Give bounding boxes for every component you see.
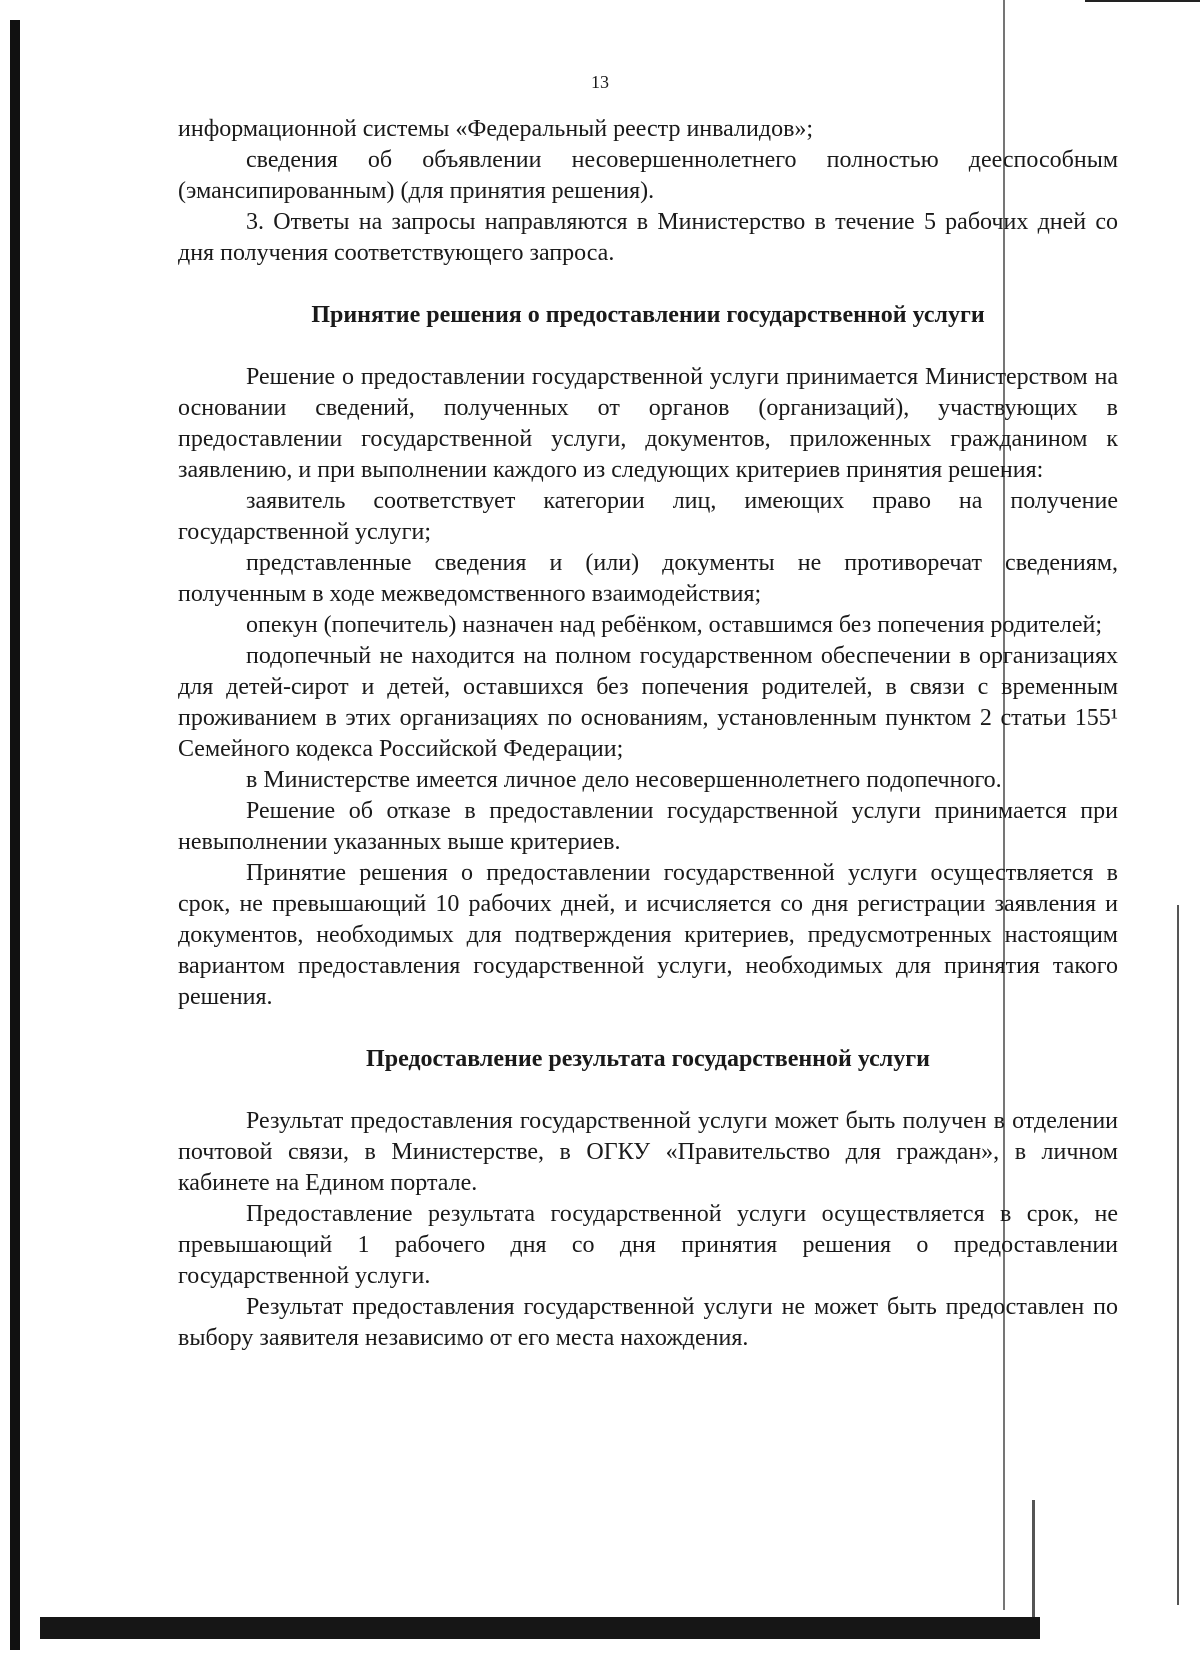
paragraph: 3. Ответы на запросы направляются в Министерство в течение 5 рабочих дней со дня получения соответствующего запроса. [178,209,1118,266]
paragraph: Результат предоставления государственной услуги не может быть предоставлен по выбору заявителя независимо от его места нахождения. [178,1294,1118,1351]
paragraph: Решение об отказе в предоставлении государственной услуги принимается при невыполнении указанных выше критериев. [178,798,1118,855]
scan-artifact-line [1032,1500,1035,1630]
paragraph: сведения об объявлении несовершеннолетнего полностью дееспособным (эмансипированным) (для принятия решения). [178,147,1118,204]
scan-border-left [10,20,20,1650]
paragraph: Предоставление результата государственной услуги осуществляется в срок, не превышающий 1 рабочего дня со дня принятия решения о предоставлении государственной услуги. [178,1201,1118,1289]
paragraph: в Министерстве имеется личное дело несовершеннолетнего подопечного. [246,767,1002,793]
scan-border-bottom [40,1617,1040,1639]
paragraph: информационной системы «Федеральный реестр инвалидов»; [178,116,814,142]
scan-artifact-line [1177,905,1179,1605]
paragraph: представленные сведения и (или) документы не противоречат сведениям, полученным в ходе межведомственного взаимодействия; [178,550,1118,607]
document-body [178,114,1118,1354]
section-heading: Принятие решения о предоставлении государственной услуги [311,302,985,328]
paragraph: подопечный не находится на полном государственном обеспечении в организациях для детей-сирот и детей, оставшихся без попечения родителей, в связи с временным проживанием в этих организациях по основаниям, установленным пунктом 2 статьи 155¹ Семейного кодекса Российской Федерации; [178,643,1118,762]
paragraph: заявитель соответствует категории лиц, имеющих право на получение государственной услуги; [178,488,1118,545]
paragraph: Решение о предоставлении государственной услуги принимается Министерством на основании сведений, полученных от органов (организаций), участвующих в предоставлении государственной услуги, документов, приложенных гражданином к заявлению, и при выполнении каждого из следующих критериев принятия решения: [178,364,1118,483]
page-number: 13 [591,72,609,92]
paragraph: опекун (попечитель) назначен над ребёнком, оставшимся без попечения родителей; [246,612,1103,638]
paragraph: Принятие решения о предоставлении государственной услуги осуществляется в срок, не превышающий 10 рабочих дней, и исчисляется со дня регистрации заявления и документов, необходимых для подтверждения критериев, предусмотренных настоящим вариантом предоставления государственной услуги, необходимых для принятия такого решения. [178,860,1118,1010]
scan-edge-top [1085,0,1200,2]
section-heading: Предоставление результата государственной услуги [366,1046,930,1072]
paragraph: Результат предоставления государственной услуги может быть получен в отделении почтовой связи, в Министерстве, в ОГКУ «Правительство для граждан», в личном кабинете на Едином портале. [178,1108,1118,1196]
